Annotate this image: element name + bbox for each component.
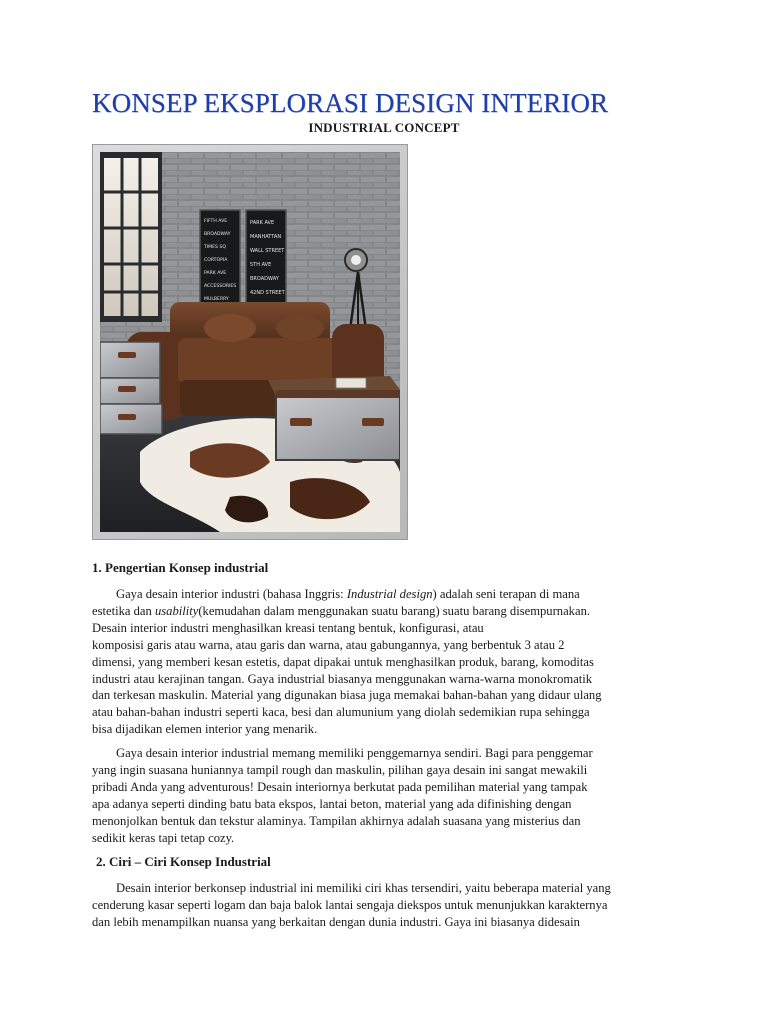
italic-term: Industrial design — [346, 587, 433, 601]
paragraph-line: Gaya desain interior industri (bahasa Inggris: Industrial design) adalah seni terapan di mana — [116, 587, 580, 601]
paragraph — [92, 745, 682, 846]
section-heading-1: 1. Pengertian Konsep industrial — [92, 560, 269, 575]
poster-right-line: 42ND STREET — [250, 290, 285, 296]
paragraph-line: Gaya desain interior industrial memang memiliki penggemarnya sendiri. Bagi para penggemar — [116, 746, 593, 760]
paragraph-line: menonjolkan bentuk dan tekstur alaminya. Tampilan akhirnya adalah suasana yang misterius dan — [92, 813, 581, 828]
paragraph-line: cenderung kasar seperti logam dan baja balok lantai sengaja diekspos untuk menunjukkan karakternya — [92, 897, 608, 912]
poster-right-line: MANHATTAN — [250, 234, 282, 240]
poster-right-line: BROADWAY — [250, 276, 279, 282]
industrial-interior-photo — [100, 152, 400, 532]
paragraph-line: dan lebih menampilkan nuansa yang berkaitan dengan dunia industri. Gaya ini biasanya didesain — [92, 914, 580, 929]
interior-photo-frame — [92, 144, 408, 540]
poster-left-line: MULBERRY — [204, 297, 229, 302]
poster-left-line: CORTOPIA — [204, 258, 228, 263]
paragraph-line: yang ingin suasana huniannya tampil rough dan maskulin, pilihan gaya desain ini sangat mewakili — [92, 762, 588, 777]
paragraph-line: dan terkesan maskulin. Material yang digunakan biasa juga memakai bahan-bahan yang didaur ulang — [92, 688, 602, 703]
paragraph-line: sedikit keras tapi tetap cozy. — [92, 830, 235, 845]
poster-left-line: FIFTH AVE — [204, 219, 228, 224]
paragraph-line: Desain interior berkonsep industrial ini memiliki ciri khas tersendiri, yaitu beberapa material yang — [116, 881, 611, 895]
paragraph-line: Desain interior industri menghasilkan kreasi tentang bentuk, konfigurasi, atau — [92, 620, 484, 635]
paragraph — [92, 880, 682, 931]
paragraph-line: komposisi garis atau warna, atau garis dan warna, atau gabungannya, yang berbentuk 3 atau 2 — [92, 637, 565, 652]
poster-left-line: TIMES SQ — [204, 245, 226, 250]
paragraph — [92, 586, 682, 738]
paragraph-line: pribadi Anda yang adventurous! Desain interiornya berkutat pada pemilihan material yang tampak — [92, 779, 588, 794]
poster-left-line: PARK AVE — [204, 271, 227, 276]
poster-left-line: ACCESSORIES — [204, 284, 237, 289]
document-subtitle: INDUSTRIAL CONCEPT — [308, 120, 460, 135]
section-heading-2: 2. Ciri – Ciri Konsep Industrial — [96, 854, 271, 869]
poster-left-line: BROADWAY — [204, 232, 231, 237]
document-title: KONSEP EKSPLORASI DESIGN INTERIOR — [92, 88, 609, 118]
italic-term: usability — [154, 603, 199, 618]
paragraph-line: estetika dan usability(kemudahan dalam menggunakan suatu barang) suatu barang disempurnakan. — [92, 603, 591, 618]
paragraph-line: apa adanya seperti dinding batu bata ekspos, lantai beton, material yang ada difinishing dengan — [92, 796, 572, 811]
poster-right-line: 5TH AVE — [250, 262, 272, 268]
paragraph-line: dimensi, yang memberi kesan estetis, dapat dipakai untuk menghasilkan produk, barang, komoditas — [92, 654, 594, 669]
poster-right-line: PARK AVE — [250, 220, 275, 226]
paragraph-line: industri atau kerajinan tangan. Gaya industrial biasanya menggunakan warna-warna monokromatik — [92, 671, 593, 686]
poster-right-line: WALL STREET — [250, 248, 285, 254]
paragraph-line: bisa dijadikan elemen interior yang menarik. — [92, 722, 318, 737]
paragraph-line: atau bahan-bahan industri seperti kaca, besi dan alumunium yang diolah sedemikian rupa sehingga — [92, 705, 590, 720]
